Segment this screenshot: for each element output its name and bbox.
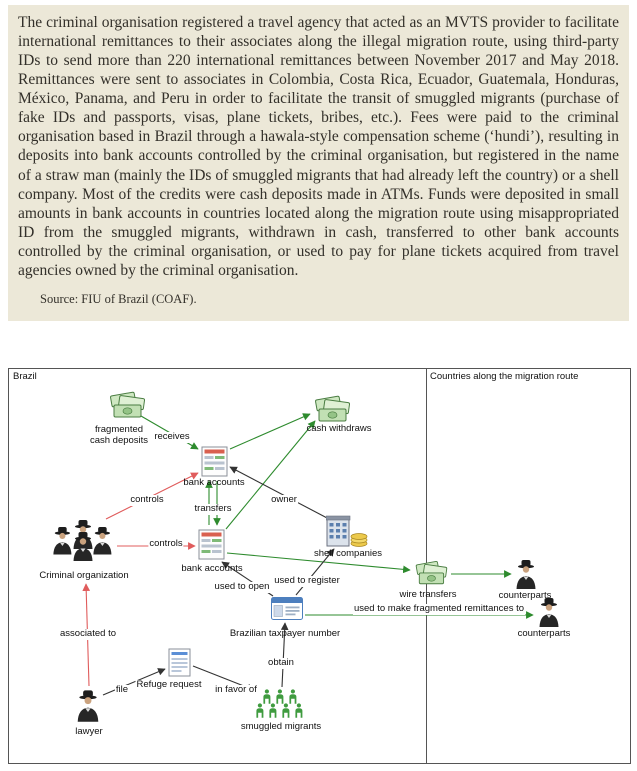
edge-label-in-favor-of: in favor of xyxy=(215,684,257,695)
edge-label-used-to-open: used to open xyxy=(214,581,270,592)
label-bank-accounts-top: bank accounts xyxy=(183,477,245,488)
edge-label-obtain: obtain xyxy=(268,657,294,668)
edge-label-file: file xyxy=(115,684,129,695)
label-bank-accounts-bottom: bank accounts xyxy=(181,563,243,574)
label-fragmented-cash-deposits: fragmented cash deposits xyxy=(89,424,149,446)
money-flow-diagram xyxy=(8,368,631,764)
criminal-organization-icon xyxy=(51,517,115,561)
edge-label-owner: owner xyxy=(271,494,297,505)
edge-label-controls-bottom: controls xyxy=(149,538,183,549)
label-smuggled-migrants: smuggled migrants xyxy=(240,721,322,732)
shell-companies-icon xyxy=(326,515,370,547)
label-brazilian-taxpayer-number: Brazilian taxpayer number xyxy=(229,628,341,639)
smuggled-migrants-icon xyxy=(252,689,310,720)
label-lawyer: lawyer xyxy=(75,726,103,737)
panel-title-brazil: Brazil xyxy=(13,371,37,382)
wire-transfers-icon xyxy=(413,560,449,585)
refuge-request-document-icon xyxy=(168,648,191,677)
label-shell-companies: shell companies xyxy=(313,548,383,559)
edge-label-associated-to: associated to xyxy=(60,628,116,639)
lawyer-icon xyxy=(75,689,101,722)
edge-label-used-to-make-fragmented-remittances: used to make fragmented remittances to xyxy=(353,603,525,614)
edge-label-transfers: transfers xyxy=(194,503,232,514)
edge-label-used-to-register: used to register xyxy=(274,575,340,586)
case-study-text: The criminal organisation registered a travel agency that acted as an MVTS provider to facilitate international remittances to their associates along the illegal migration route, using third-party IDs to send more than 220 international remittances between November 2017 and May 2018. Remittances were sent to associates in Colombia, Costa Rica, Ecuador, Guatemala, Honduras, México, Panama, and Peru in order to facilitate the transit of smuggled migrants (purchase of fake IDs and passports, visas, plane tickets, bribes, etc.). Fees were paid to the criminal organisation based in Brazil through a hawala-style compensation scheme (‘hundi’), resulting in deposits into bank accounts controlled by the criminal organisation, but registered in the name of a straw man (mainly the IDs of smuggled migrants that had already left the country) or a shell company. Most of the credits were cash deposits made in ATMs. Funds were deposited in small amounts in bank accounts in countries located along the migration route using misappropriated ID from the smuggled migrants, withdrawn in cash, transferred to other bank accounts controlled by the criminal organisation, or used to pay for plane tickets acquired from travel agencies owned by the criminal organisation. xyxy=(18,14,619,279)
counterpart-top-icon xyxy=(514,559,538,589)
cash-withdraws-icon xyxy=(312,395,352,422)
label-refuge-request: Refuge request xyxy=(136,679,202,690)
label-cash-withdraws: cash withdraws xyxy=(306,423,372,434)
label-counterparts-top: counterparts xyxy=(498,590,552,601)
bank-accounts-top-icon xyxy=(201,446,228,477)
case-study-box xyxy=(8,5,629,321)
label-counterparts-bottom: counterparts xyxy=(517,628,571,639)
edge-label-controls-top: controls xyxy=(130,494,164,505)
panel-title-migration-route: Countries along the migration route xyxy=(430,371,579,382)
cash-deposits-icon xyxy=(107,391,147,418)
label-wire-transfers: wire transfers xyxy=(399,589,457,600)
bank-accounts-bottom-icon xyxy=(198,529,225,560)
taxpayer-id-card-icon xyxy=(271,597,303,621)
label-criminal-organization: Criminal organization xyxy=(39,570,129,581)
case-study-source: Source: FIU of Brazil (COAF). xyxy=(40,291,197,306)
edge-label-receives: receives xyxy=(154,431,190,442)
